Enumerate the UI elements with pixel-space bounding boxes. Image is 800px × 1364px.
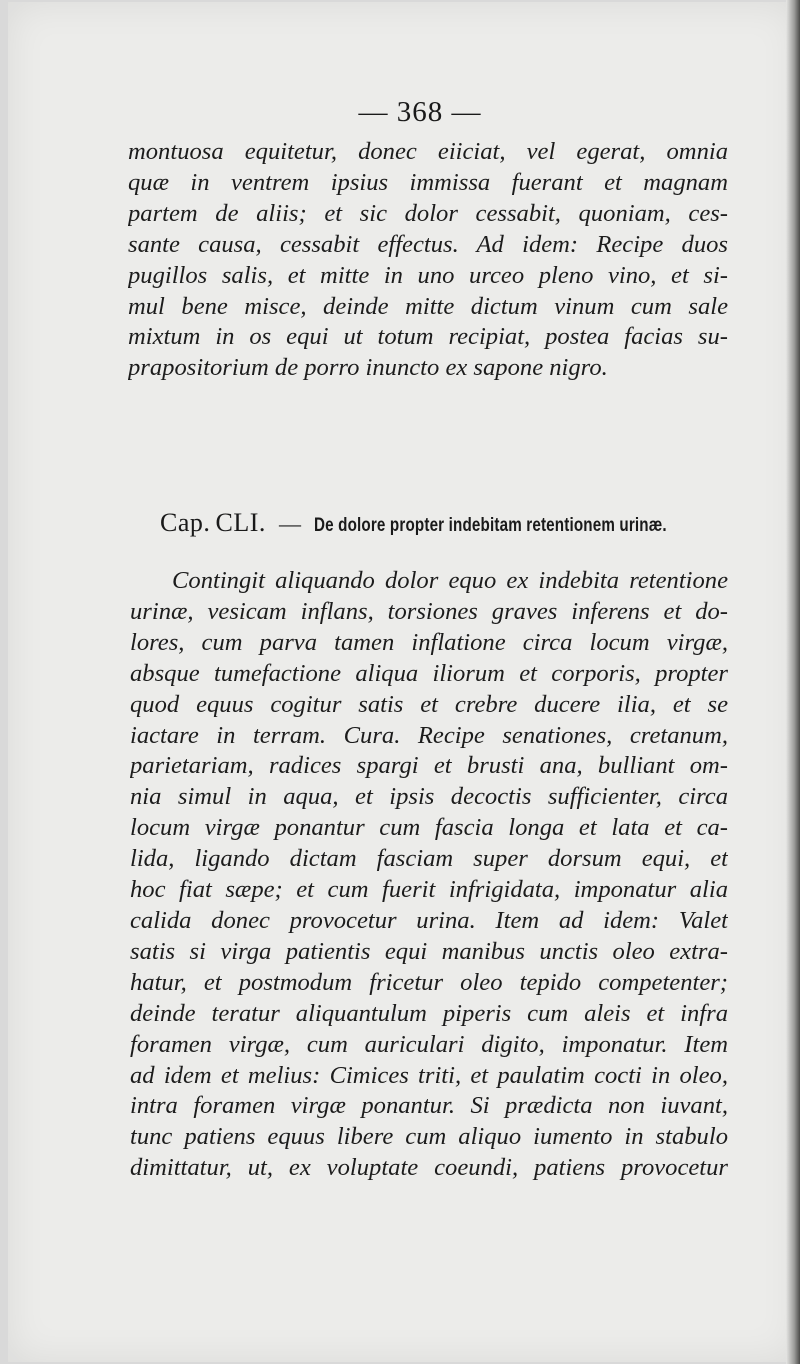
text-line: foramen virgæ, cum auriculari digito, imponatur. Item <box>130 1030 728 1058</box>
text-line: quæ in ventrem ipsius immissa fuerant et magnam <box>128 168 728 196</box>
text-line: lores, cum parva tamen inflatione circa locum virgæ, <box>130 628 728 656</box>
chapter-heading <box>160 508 720 538</box>
text-line: locum virgæ ponantur cum fascia longa et lata et ca- <box>130 814 728 842</box>
text-line: lida, ligando dictam fasciam super dorsum equi, et <box>130 845 728 873</box>
text-line: tunc patiens equus libere cum aliquo iumento in stabulo <box>130 1123 728 1151</box>
text-line: iactare in terram. Cura. Recipe senationes, cretanum, <box>130 721 728 749</box>
text-line: dimittatur, ut, ex voluptate coeundi, patiens provocetur <box>130 1154 728 1182</box>
text-line: satis si virga patientis equi manibus unctis oleo extra- <box>130 937 728 965</box>
text-line: deinde teratur aliquantulum piperis cum aleis et infra <box>130 999 728 1027</box>
text-line: mixtum in os equi ut totum recipiat, postea facias su- <box>128 323 728 351</box>
page-number: — 368 — <box>358 96 482 128</box>
text-line: urinæ, vesicam inflans, torsiones graves inferens et do- <box>130 597 728 625</box>
text-line: parietariam, radices spargi et brusti ana, bulliant om- <box>130 752 728 780</box>
chapter-body <box>130 566 728 1184</box>
text-line: quod equus cogitur satis et crebre ducere ilia, et se <box>130 690 728 718</box>
text-line: prapositorium de porro inuncto ex sapone nigro. <box>128 354 608 382</box>
heading-dash: — <box>278 511 301 536</box>
chapter-title: De dolore propter indebitam retentionem urinæ. <box>314 514 667 536</box>
text-line: partem de aliis; et sic dolor cessabit, quoniam, ces- <box>128 199 728 227</box>
text-line: montuosa equitetur, donec eiiciat, vel egerat, omnia <box>128 138 728 165</box>
text-line: hatur, et postmodum fricetur oleo tepido competenter; <box>130 968 728 996</box>
text-line: pugillos salis, et mitte in uno urceo pleno vino, et si- <box>128 261 728 289</box>
text-line: Contingit aliquando dolor equo ex indebita retentione <box>172 567 728 594</box>
text-line: mul bene misce, deinde mitte dictum vinum cum sale <box>128 292 728 320</box>
text-line: absque tumefactione aliqua iliorum et corporis, propter <box>130 659 728 687</box>
text-line: ad idem et melius: Cimices triti, et paulatim cocti in oleo, <box>130 1061 728 1089</box>
text-line: hoc fiat sæpe; et cum fuerit infrigidata, imponatur alia <box>130 876 728 904</box>
text-line: intra foramen virgæ ponantur. Si prædicta non iuvant, <box>130 1092 728 1120</box>
text-line: nia simul in aqua, et ipsis decoctis sufficienter, circa <box>130 783 728 811</box>
chapter-label: Cap. <box>160 508 211 537</box>
text-line: sante causa, cessabit effectus. Ad idem: Recipe duos <box>128 230 728 258</box>
chapter-number: CLI. <box>215 508 266 537</box>
book-spine-shadow <box>786 0 800 1364</box>
paragraph-continuation <box>128 137 728 384</box>
text-line: calida donec provocetur urina. Item ad idem: Valet <box>130 906 728 934</box>
